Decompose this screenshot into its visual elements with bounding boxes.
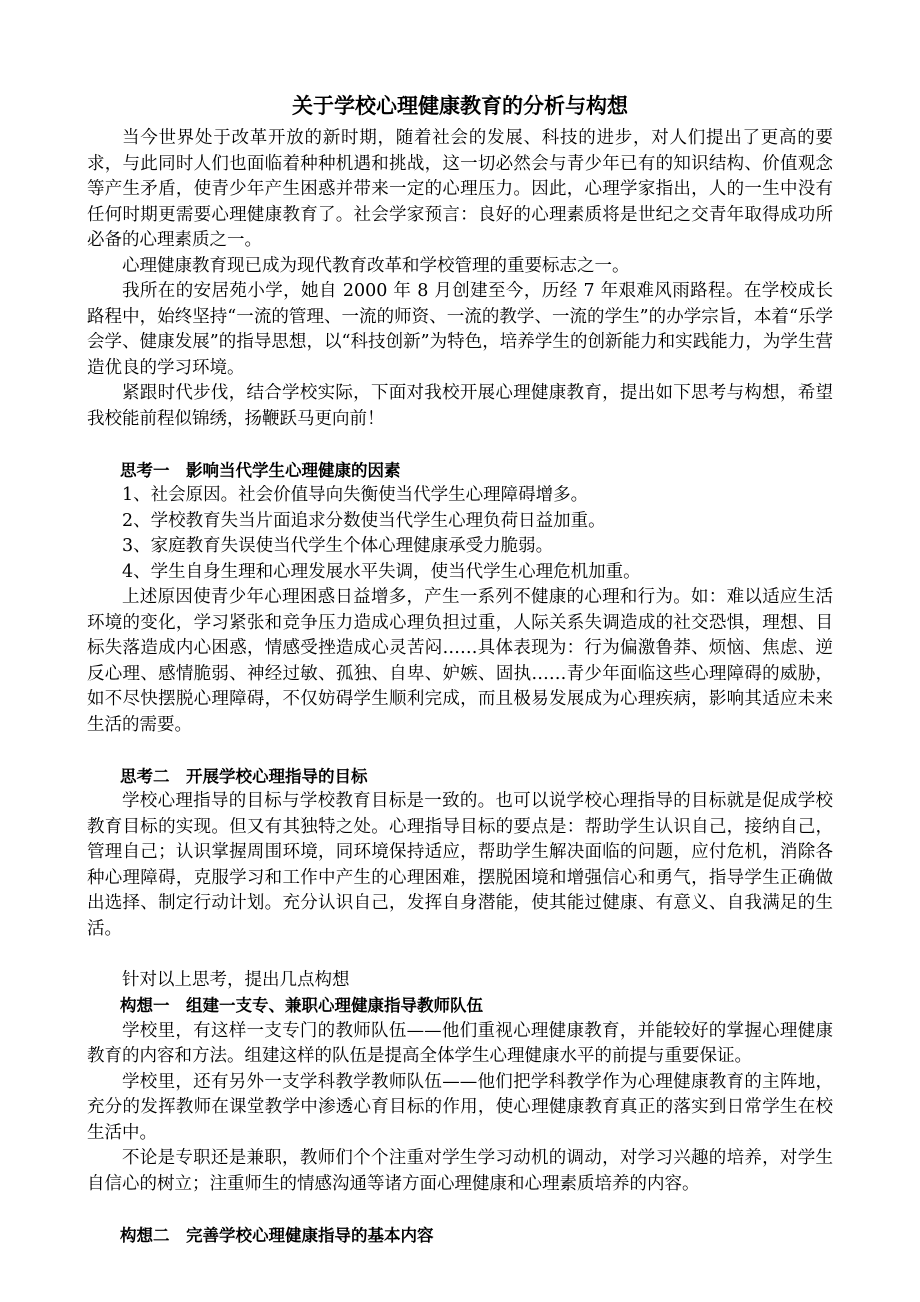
spacer: [87, 1197, 833, 1223]
spacer: [87, 738, 833, 764]
factor-item-3: 3、家庭教育失误使当代学生个体心理健康承受力脆弱。: [122, 536, 554, 556]
section-heading-plan-2: 构想二 完善学校心理健康指导的基本内容: [120, 1225, 434, 1245]
section1-paragraph: 上述原因使青少年心理困惑日益增多，产生一系列不健康的心理和行为。如：难以适应生活环境的变化，学习紧张和竞争压力造成心理负担过重，人际关系失调造成的社交恐惧，理想、目标失落造成内心困惑，情感受挫造成心灵苦闷……具体表现为：行为偏激鲁莽、烦恼、焦虑、逆反心理、感情脆弱、神经过敏、孤独、自卑、妒嫉、固执……青少年面临这些心理障碍的威胁，如不尽快摆脱心理障碍，不仅妨碍学生顺利完成，而且极易发展成为心理疾病，影响其适应未来生活的需要。: [87, 587, 833, 735]
spacer: [87, 942, 833, 968]
intro-paragraph-2: 心理健康教育现已成为现代教育改革和学校管理的重要标志之一。: [122, 255, 630, 276]
section-heading-plan-1: 构想一 组建一支专、兼职心理健康指导教师队伍: [120, 996, 483, 1015]
section2-paragraph: 学校心理指导的目标与学校教育目标是一致的。也可以说学校心理指导的目标就是促成学校教育目标的实现。但又有其独特之处。心理指导目标的要点是：帮助学生认识自己，接纳自己，管理自己；认识掌握周围环境，同环境保持适应，帮助学生解决面临的问题，应付危机，消除各种心理障碍，克服学习和工作中产生的心理困难，摆脱困境和增强信心和勇气，指导学生正确做出选择、制定行动计划。充分认识自己，发挥自身潜能，使其能过健康、有意义、自我满足的生活。: [87, 791, 833, 939]
factor-item-1: 1、社会原因。社会价值导向失衡使当代学生心理障碍增多。: [122, 485, 589, 505]
spacer: [87, 432, 833, 458]
document-page: [87, 92, 833, 1248]
transition-line: 针对以上思考，提出几点构想: [122, 969, 350, 990]
plan1-paragraph-2: 学校里，还有另外一支学科教学教师队伍——他们把学科教学作为心理健康教育的主阵地，充分的发挥教师在课堂教学中渗透心育目标的作用，使心理健康教育真正的落实到日常学生在校生活中。: [87, 1071, 833, 1143]
document-title: 关于学校心理健康教育的分析与构想: [292, 94, 628, 118]
intro-paragraph-3: 我所在的安居苑小学，她自 2000 年 8 月创建至今，历经 7 年艰难风雨路程。在学校成长路程中，始终坚持“一流的管理、一流的师资、一流的教学、一流的学生”的办学宗旨，本着“乐学会学、健康发展”的指导思想，以“科技创新”为特色，培养学生的创新能力和实践能力，为学生营造优良的学习环境。: [87, 281, 833, 378]
intro-paragraph-4: 紧跟时代步伐，结合学校实际，下面对我校开展心理健康教育，提出如下思考与构想，希望我校能前程似锦绣，扬鞭跃马更向前！: [87, 383, 833, 429]
factor-item-2: 2、学校教育失当片面追求分数使当代学生心理负荷日益加重。: [122, 510, 606, 531]
intro-paragraph-1: 当今世界处于改革开放的新时期，随着社会的发展、科技的进步，对人们提出了更高的要求，与此同时人们也面临着种种机遇和挑战，这一切必然会与青少年已有的知识结构、价值观念等产生矛盾，使青少年产生困惑并带来一定的心理压力。因此，心理学家指出，人的一生中没有任何时期更需要心理健康教育了。社会学家预言：良好的心理素质将是世纪之交青年取得成功所必备的心理素质之一。: [87, 128, 833, 250]
plan1-paragraph-3: 不论是专职还是兼职，教师们个个注重对学生学习动机的调动，对学习兴趣的培养，对学生自信心的树立；注重师生的情感沟通等诸方面心理健康和心理素质培养的内容。: [87, 1148, 833, 1194]
section-heading-thinking-1: 思考一 影响当代学生心理健康的因素: [120, 460, 401, 480]
factor-item-4: 4、学生自身生理和心理发展水平失调，使当代学生心理危机加重。: [122, 561, 641, 582]
section-heading-thinking-2: 思考二 开展学校心理指导的目标: [120, 766, 368, 786]
plan1-paragraph-1: 学校里，有这样一支专门的教师队伍——他们重视心理健康教育，并能较好的掌握心理健康教育的内容和方法。组建这样的队伍是提高全体学生心理健康水平的前提与重要保证。: [87, 1020, 833, 1066]
